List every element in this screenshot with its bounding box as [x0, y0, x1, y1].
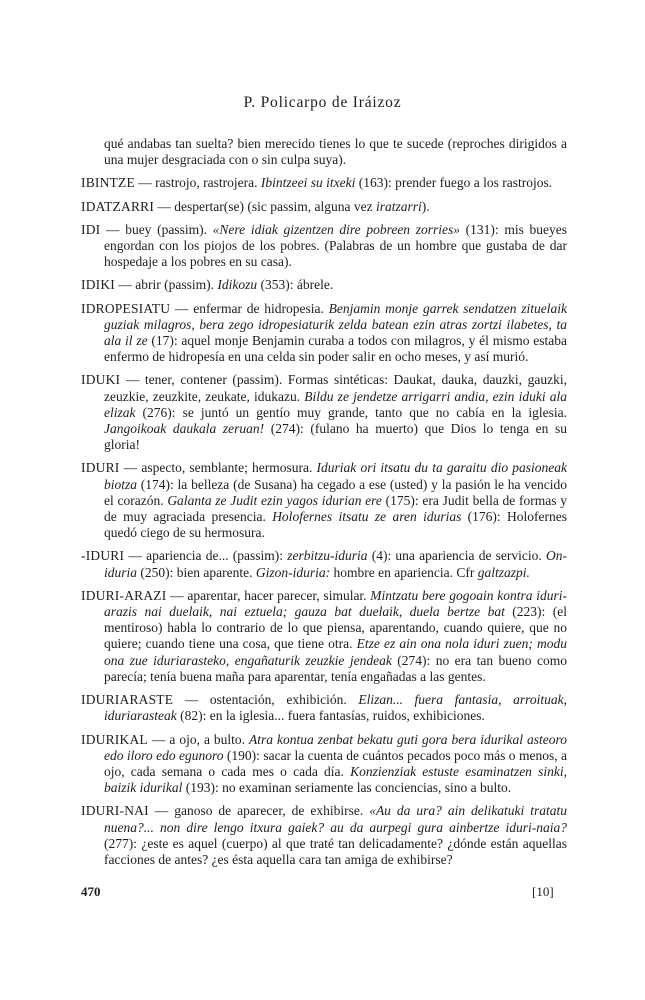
entry-example: Mintzatu bere gogoain kontra iduri-arazis nai duelaik, nai eztuela; gauza bat duelaik, duela bertze bat: [104, 587, 567, 620]
entry-text: (175): era Judit bella de formas y de muy agraciada presencia.: [104, 492, 567, 525]
entry-headword: IDURI-ARAZI: [81, 587, 167, 603]
entry-text: — abrir (passim).: [115, 277, 218, 293]
entry-text: (4): una apariencia de servicio.: [367, 548, 546, 564]
dictionary-entry: [81, 301, 567, 366]
entry-text: qué andabas tan suelta? bien merecido tienes lo que te sucede (reproches dirigidos a una mujer desgraciada con o sin culpa suya).: [104, 136, 567, 168]
entry-example: Gizon-iduria:: [255, 564, 331, 580]
entry-text: (193): no examinan seriamente las conciencias, sino a bulto.: [182, 780, 512, 796]
dictionary-entry: [81, 199, 567, 215]
entry-text: — apariencia de... (passim):: [124, 548, 288, 564]
entry-text: (223): (el mentiroso) habla lo contrario de lo que piensa, aparentando, cuando quiere, que no quiere; cuando tiene una cosa, que tiene otra.: [104, 604, 567, 652]
entry-example: Galanta ze Judit ezin yagos idurian ere: [167, 492, 382, 508]
entry-text: (190): sacar la cuenta de cuántos pecados poco más o menos, a ojo, cada semana o cada mes o cada día.: [104, 747, 568, 779]
entry-text: (274): (fulano ha muerto) que Dios lo tenga en su gloria!: [104, 421, 567, 453]
entry-example: iratzarri: [375, 198, 422, 214]
entry-example: Benjamin monje garrek sendatzen zituelaik guziak milagros, bera zego idropesiaturik zelda batean ezin atras zortzi ilabetes, ta ala il ze: [104, 300, 567, 349]
entry-headword: IDURI: [81, 460, 120, 476]
entry-headword: -IDURI: [81, 548, 125, 564]
entry-text: — ganoso de aparecer, de exhibirse.: [148, 803, 370, 819]
entry-text: (250): bien aparente.: [137, 564, 256, 580]
entry-text: (174): la belleza (de Susana) ha cegado a ese (usted) y la pasión le ha vencido el corazón.: [104, 476, 567, 508]
entry-text: (131): mis bueyes engordan con los piojos de los pobres. (Palabras de un hombre que gustaba de dar hospedaje a los pobres en su casa).: [104, 221, 568, 270]
entry-example: Iduriak ori itsatu du ta garaitu dio pasioneak biotza: [104, 460, 567, 492]
dictionary-entry: [81, 588, 567, 685]
entry-example: «Au da ura? ain delikatuki tratatu nuena?... non dire lengo itxura gaiek? au da aurpegi gura ainbertze iduri-naia?: [104, 803, 567, 835]
dictionary-entry: [81, 372, 567, 453]
entry-text: — tener, contener (passim). Formas sintéticas: Daukat, dauka, dauzki, gauzki, zeuzkie, zeuzkite, zeukate, idukazu.: [104, 372, 567, 404]
entry-example: Holofernes itsatu ze aren idurias: [272, 509, 462, 525]
running-header: P. Policarpo de Iráizoz: [243, 94, 402, 111]
entry-headword: IDI: [81, 221, 101, 237]
entry-text: (274): no era tan bueno como parecía; tenía buena maña para aparentar, tenía engañadas a las gentes.: [104, 652, 567, 684]
page-reference: [10]: [532, 884, 554, 899]
entry-text: — despertar(se) (sic passim, alguna vez: [154, 198, 376, 214]
entry-example: Etze ez ain ona nola iduri zuen; modu ona zue iduriarasteko, engañaturik zeuzkie jendeak: [104, 636, 567, 668]
entry-headword: IDUKI: [81, 372, 121, 388]
entry-example: On-iduria: [104, 548, 567, 580]
entry-headword: IDURIARASTE: [81, 692, 174, 708]
entry-text: — enfermar de hidropesia.: [170, 300, 329, 316]
entry-text: — ostentación, exhibición.: [173, 692, 359, 708]
entry-headword: IBINTZE: [81, 175, 135, 191]
entry-text: (277): ¿este es aquel (cuerpo) al que traté tan delicadamente? ¿dónde están aquellas facciones de antes? ¿es ésta aquella cara tan amiga de exhibirse?: [104, 835, 567, 867]
entry-example: zerbitzu-iduria: [287, 548, 368, 564]
entry-headword: IDROPESIATU: [81, 300, 171, 316]
entry-text: — buey (passim).: [100, 221, 213, 237]
entry-text: hombre en apariencia. Cfr: [330, 564, 478, 580]
entry-text: (353): ábrele.: [257, 277, 334, 293]
entry-example: Elizan... fuera fantasia, arroituak, iduriarasteak: [104, 692, 568, 724]
entry-example: Idikozu: [217, 277, 258, 293]
entry-example: galtzazpi.: [477, 564, 530, 580]
entry-headword: IDURI-NAI: [81, 803, 149, 819]
entry-text: — aparentar, hacer parecer, simular.: [166, 587, 371, 603]
entry-text: (17): aquel monje Benjamin curaba a todos con milagros, y él mismo estaba enfermo de hidropesía en una celda sin poder salir en ocho meses, y así murió.: [104, 333, 567, 365]
entry-example: Atra kontua zenbat bekatu guti gora bera idurikal asteoro edo iloro edo egunoro: [104, 731, 567, 763]
dictionary-entry: [81, 732, 567, 797]
entry-text: — aspecto, semblante; hermosura.: [119, 460, 317, 476]
dictionary-entry: [81, 803, 567, 868]
entry-headword: IDIKI: [81, 277, 115, 293]
entry-example: Konzienziak estuste esaminatzen sinki, baizik idurikal: [104, 763, 567, 796]
entry-text: ).: [421, 198, 430, 214]
entry-text: (276): se juntó un gentío muy grande, tanto que no cabía en la iglesia.: [135, 404, 567, 420]
dictionary-body: [81, 136, 567, 875]
entry-example: Bildu ze jendetze arrigarri andia, ezin iduki ala elizak: [104, 388, 567, 420]
dictionary-entry: [81, 692, 567, 724]
page-number: 470: [81, 884, 101, 899]
entry-text: — a ojo, a bulto.: [147, 731, 250, 747]
entry-text: (82): en la iglesia... fuera fantasías, ruidos, exhibiciones.: [176, 708, 485, 724]
entry-example: Jangoikoak daukala zeruan!: [104, 421, 265, 437]
entry-text: (176): Holofernes quedó ciego de su hermosura.: [104, 509, 567, 541]
entry-headword: IDATZARRI: [81, 198, 155, 214]
entry-text: — rastrojo, rastrojera.: [134, 175, 261, 191]
dictionary-entry: [81, 460, 567, 541]
dictionary-entry: [81, 277, 567, 293]
entry-headword: IDURIKAL: [81, 731, 148, 747]
dictionary-entry: [81, 222, 567, 271]
dictionary-entry: [81, 136, 567, 168]
entry-example: «Nere idiak gizentzen dire pobreen zorries»: [212, 221, 460, 237]
dictionary-entry: [81, 548, 567, 580]
dictionary-entry: [81, 175, 567, 191]
entry-example: Ibintzeei su itxeki: [260, 175, 356, 191]
entry-text: (163): prender fuego a los rastrojos.: [355, 175, 553, 191]
